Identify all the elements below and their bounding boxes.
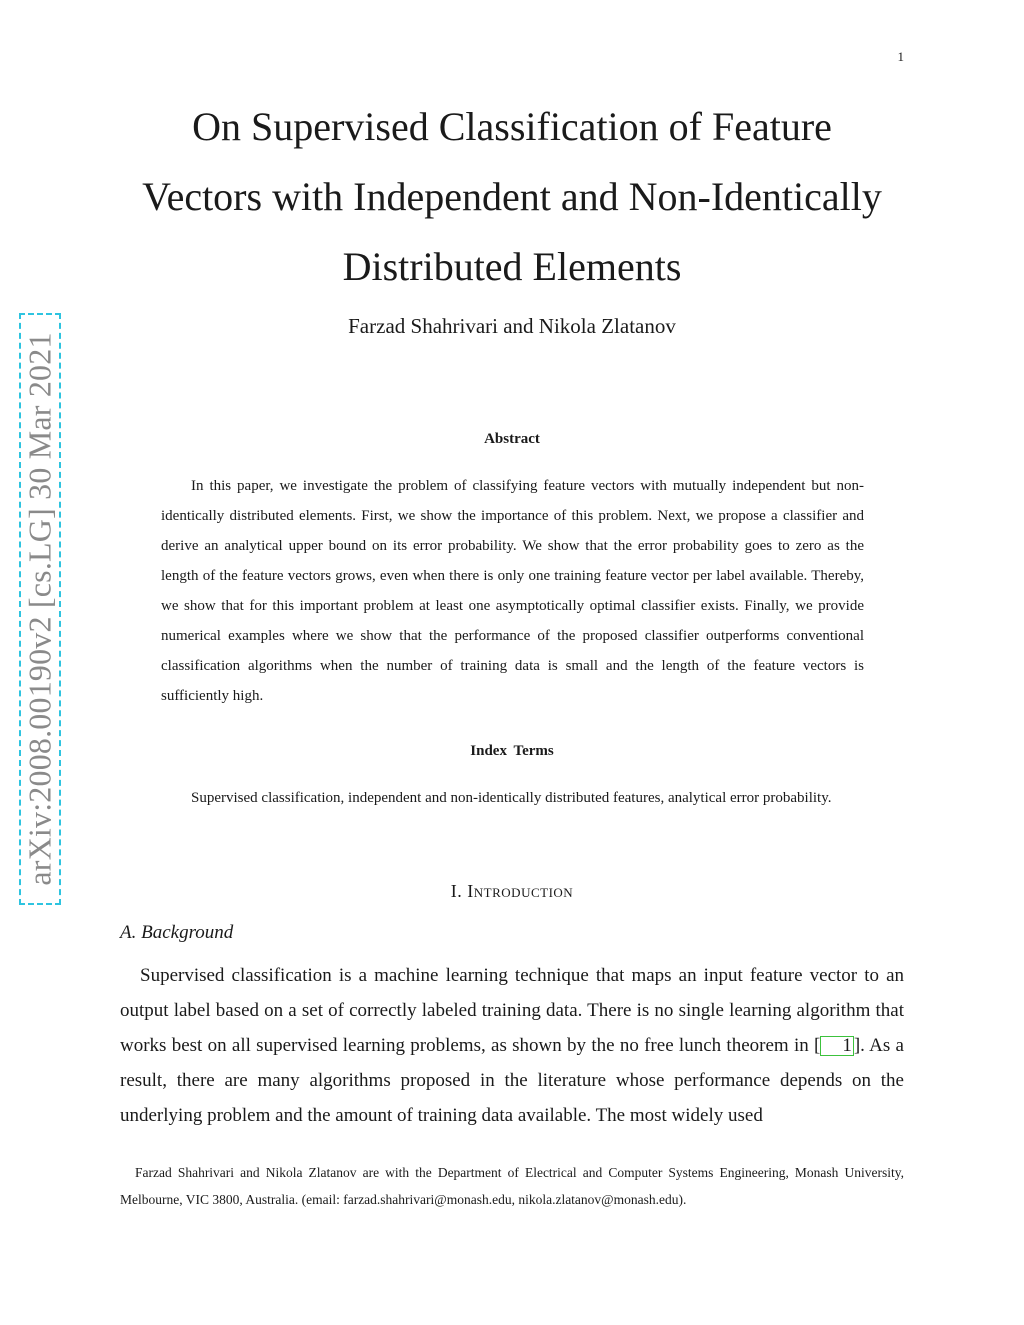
intro-text-after-citation: ]. As a result, there are many algorithms proposed in the literature whose performance depends on the underlying problem and the amount of training data available. The most widely used <box>120 1035 904 1126</box>
page-number: 1 <box>897 49 904 64</box>
arxiv-identifier-text: arXiv:2008.00190v2 [cs.LG] 30 Mar 2021 <box>21 332 58 886</box>
abstract-text: In this paper, we investigate the problem of classifying feature vectors with mutually independent but non-identically distributed elements. First, we show the importance of this problem. Next, we propose a classifier and derive an analytical upper bound on its error probability. We show that the error probability goes to zero as the length of the feature vectors grows, even when there is only one training feature vector per label available. Thereby, we show that for this important problem at least one asymptotically optimal classifier exists. Finally, we provide numerical examples where we show that the performance of the proposed classifier outperforms conventional classification algorithms when the number of training data is small and the length of the feature vectors is sufficiently high. <box>161 478 864 704</box>
arxiv-identifier-stamp[interactable] <box>19 313 61 905</box>
title-line-1: On Supervised Classification of Feature <box>192 104 832 149</box>
index-terms-heading: Index Terms <box>470 743 554 759</box>
paper-title <box>112 92 912 302</box>
abstract-heading: Abstract <box>484 431 540 447</box>
section-numeral: I. <box>450 881 463 901</box>
intro-text-before-citation: Supervised classification is a machine learning technique that maps an input feature vector to an output label based on a set of correctly labeled training data. There is no single learning algorithm that works best on all supervised learning problems, as shown by the no free lunch theorem in [ <box>120 965 904 1056</box>
citation-link[interactable]: 1 <box>820 1036 854 1056</box>
title-line-3: Distributed Elements <box>342 244 682 289</box>
introduction-paragraph <box>120 958 904 1133</box>
author-list: Farzad Shahrivari and Nikola Zlatanov <box>348 314 676 338</box>
subsection-heading-background <box>120 922 233 944</box>
index-terms-text: Supervised classification, independent and non-identically distributed features, analytical error probability. <box>191 790 832 806</box>
author-affiliation-footnote: Farzad Shahrivari and Nikola Zlatanov are with the Department of Electrical and Computer Systems Engineering, Monash University, Melbourne, VIC 3800, Australia. (email: farzad.shahrivari@monash.edu, nikola.zlatanov@monash.edu). <box>120 1165 904 1207</box>
subsection-label: A. <box>120 922 137 943</box>
section-heading-introduction <box>112 881 912 902</box>
section-title: Introduction <box>467 881 574 901</box>
subsection-title: Background <box>141 922 234 943</box>
title-line-2: Vectors with Independent and Non-Identically <box>142 174 882 219</box>
